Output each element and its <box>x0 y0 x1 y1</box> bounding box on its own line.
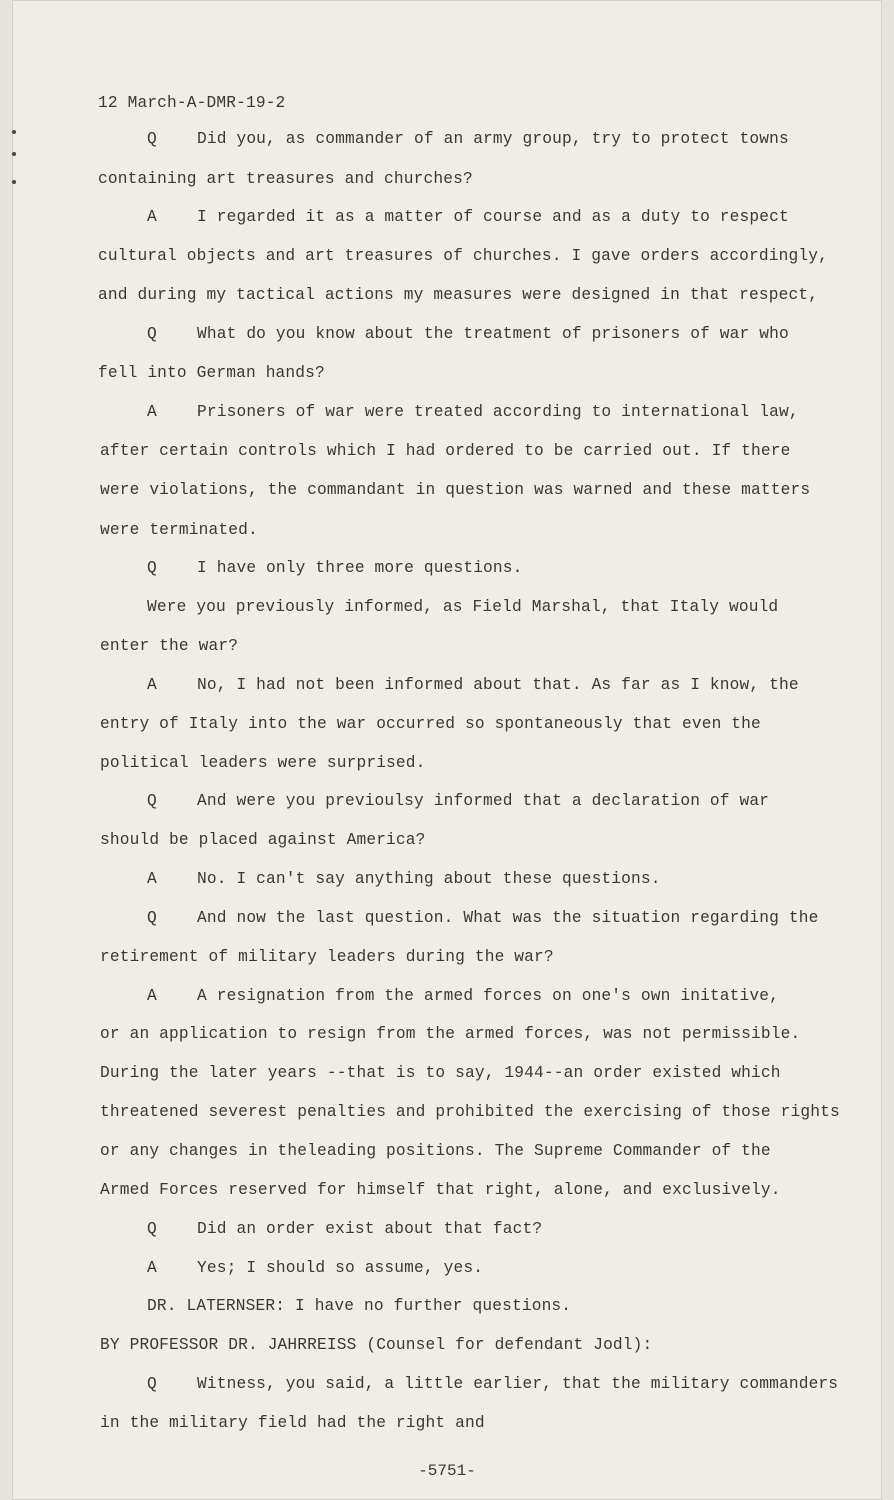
transcript-line <box>100 1335 652 1355</box>
line-text: should be placed against America? <box>100 831 426 849</box>
transcript-line <box>147 1258 483 1278</box>
line-text: Witness, you said, a little earlier, that the military commanders <box>197 1375 839 1393</box>
line-text: BY PROFESSOR DR. JAHRREISS (Counsel for defendant Jodl): <box>100 1336 653 1354</box>
transcript-line <box>147 1219 542 1239</box>
transcript-line <box>100 520 258 540</box>
transcript-line <box>147 324 789 344</box>
transcript-line <box>147 207 789 227</box>
line-text: threatened severest penalties and prohibited the exercising of those rights <box>100 1103 840 1121</box>
transcript-line <box>98 169 473 189</box>
line-text: and during my tactical actions my measures were designed in that respect, <box>98 286 819 304</box>
line-text: retirement of military leaders during the war? <box>100 948 554 966</box>
speaker-label: A <box>147 1259 157 1277</box>
transcript-line <box>147 1296 571 1316</box>
line-text: enter the war? <box>100 637 239 655</box>
line-text: Did you, as commander of an army group, try to protect towns <box>197 130 789 148</box>
line-text: Prisoners of war were treated according to international law, <box>197 403 799 421</box>
speaker-label: Q <box>147 325 157 343</box>
page-number: -5751- <box>418 1462 476 1480</box>
transcript-line <box>147 869 661 889</box>
transcript-line <box>147 1374 838 1394</box>
transcript-line <box>100 1024 800 1044</box>
line-text: No, I had not been informed about that. As far as I know, the <box>197 676 799 694</box>
line-text: entry of Italy into the war occurred so spontaneously that even the <box>100 715 761 733</box>
transcript-line <box>100 1141 771 1161</box>
line-text: Did an order exist about that fact? <box>197 1220 543 1238</box>
line-text: I have only three more questions. <box>197 559 523 577</box>
transcript-line <box>98 246 828 266</box>
line-text: fell into German hands? <box>98 364 325 382</box>
transcript-line <box>100 753 426 773</box>
transcript-line <box>100 947 554 967</box>
line-text: were terminated. <box>100 521 258 539</box>
transcript-line <box>147 791 769 811</box>
line-text: cultural objects and art treasures of churches. I gave orders accordingly, <box>98 247 828 265</box>
transcript-line <box>98 285 818 305</box>
transcript-line <box>147 675 799 695</box>
speaker-label: Q <box>147 130 157 148</box>
transcript-line <box>147 908 818 928</box>
line-text: What do you know about the treatment of prisoners of war who <box>197 325 789 343</box>
transcript-line <box>100 636 238 656</box>
line-text: No. I can't say anything about these questions. <box>197 870 661 888</box>
speaker-label: A <box>147 987 157 1005</box>
transcript-line <box>100 1063 781 1083</box>
transcript-line <box>147 558 523 578</box>
line-text: political leaders were surprised. <box>100 754 426 772</box>
line-text: containing art treasures and churches? <box>98 170 473 188</box>
line-text: A resignation from the armed forces on one's own initative, <box>197 987 779 1005</box>
line-text: after certain controls which I had ordered to be carried out. If there <box>100 442 791 460</box>
line-text: During the later years --that is to say, 1944--an order existed which <box>100 1064 781 1082</box>
line-text: or any changes in theleading positions. The Supreme Commander of the <box>100 1142 771 1160</box>
transcript-line <box>100 714 761 734</box>
speaker-label: Q <box>147 1375 157 1393</box>
line-text: in the military field had the right and <box>100 1414 485 1432</box>
transcript-line <box>147 597 778 617</box>
margin-mark <box>12 152 16 156</box>
transcript-line <box>100 441 791 461</box>
transcript-line <box>100 1102 840 1122</box>
speaker-label: A <box>147 208 157 226</box>
speaker-label: A <box>147 676 157 694</box>
transcript-line <box>100 1180 781 1200</box>
transcript-line <box>100 830 426 850</box>
speaker-label: A <box>147 870 157 888</box>
speaker-label: Q <box>147 559 157 577</box>
line-text: And were you previoulsy informed that a declaration of war <box>197 792 770 810</box>
line-text: or an application to resign from the armed forces, was not permissible. <box>100 1025 801 1043</box>
speaker-label: Q <box>147 792 157 810</box>
speaker-label: Q <box>147 1220 157 1238</box>
page-header: 12 March-A-DMR-19-2 <box>98 94 286 112</box>
speaker-label: A <box>147 403 157 421</box>
transcript-line <box>147 402 799 422</box>
line-text: were violations, the commandant in question was warned and these matters <box>100 481 811 499</box>
line-text: Were you previously informed, as Field Marshal, that Italy would <box>147 598 779 616</box>
line-text: DR. LATERNSER: I have no further questions. <box>147 1297 572 1315</box>
line-text: And now the last question. What was the situation regarding the <box>197 909 819 927</box>
line-text: I regarded it as a matter of course and as a duty to respect <box>197 208 789 226</box>
margin-mark <box>12 180 16 184</box>
transcript-line <box>147 129 789 149</box>
margin-mark <box>12 130 16 134</box>
transcript-line <box>98 363 325 383</box>
transcript-line <box>147 986 779 1006</box>
transcript-line <box>100 1413 485 1433</box>
speaker-label: Q <box>147 909 157 927</box>
line-text: Armed Forces reserved for himself that right, alone, and exclusively. <box>100 1181 781 1199</box>
transcript-line <box>100 480 810 500</box>
line-text: Yes; I should so assume, yes. <box>197 1259 484 1277</box>
